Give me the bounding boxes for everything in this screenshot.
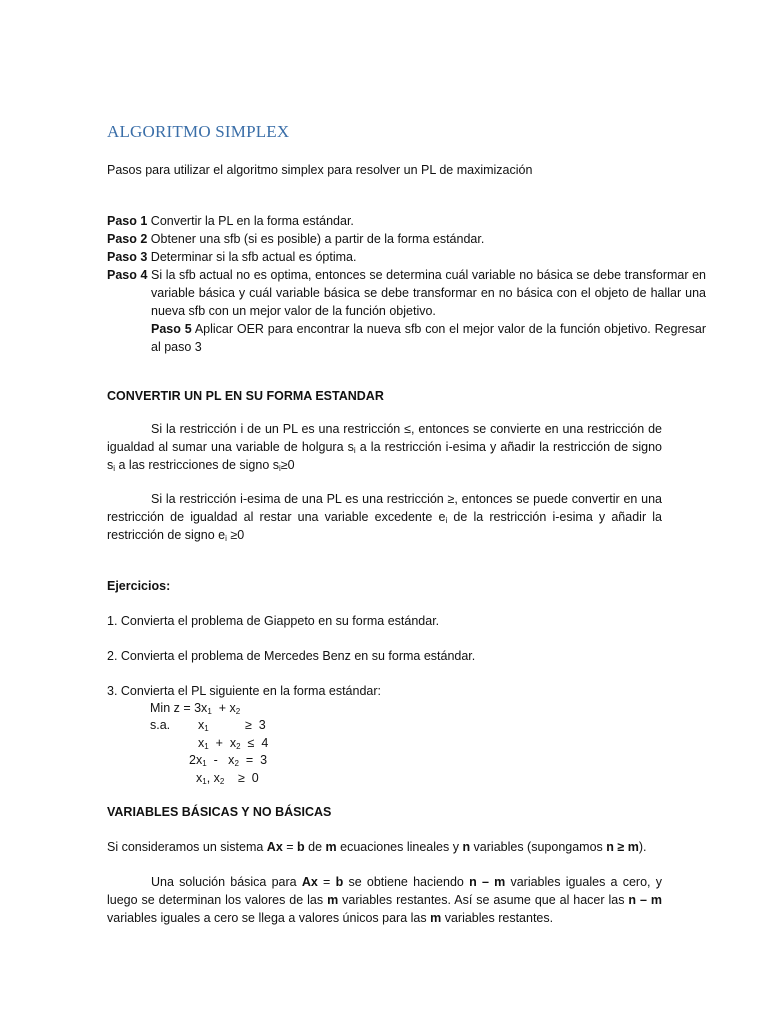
steps-list xyxy=(107,212,706,356)
step-1: Paso 1 Convertir la PL en la forma estándar. xyxy=(107,214,354,228)
lp-constraint-1-lhs: $x_1$ xyxy=(198,718,209,733)
lp-sign-constraint-rhs: ≥ 0 xyxy=(238,771,259,785)
paragraph-basic-solution: Una solución básica para Ax = b se obtiene haciendo n – m variables iguales a cero, y luego se determinan los valores de las m variables restantes. Así se asume que al hacer las n – m variables iguales a cero se llega a valores únicos para las m variables restantes. xyxy=(107,875,663,925)
exercises-heading: Ejercicios: xyxy=(107,579,171,593)
lp-sign-constraint: $x_1$, $x_2$ xyxy=(196,771,225,786)
section-heading-basic-variables: VARIABLES BÁSICAS Y NO BÁSICAS xyxy=(107,805,332,819)
lp-constraint-1-rhs: ≥ 3 xyxy=(245,718,266,732)
lp-constraint-2: $x_1 + x_2 \le 4$ xyxy=(198,736,269,751)
paragraph-surplus-variable: Si la restricción i-esima de una PL es una restricción ≥, entonces se puede convertir en una restricción de igualdad al restar una variable excedente $e_i$ de la restricción i-esima y añadir la restricción de signo $e_i \ge 0$ xyxy=(107,492,663,543)
step-3: Paso 3 Determinar si la sfb actual es óptima. xyxy=(107,250,357,264)
section-heading-standard-form: CONVERTIR UN PL EN SU FORMA ESTANDAR xyxy=(107,389,384,403)
lp-constraint-3: $2x_1 - x_2 = 3$ xyxy=(189,753,268,768)
lp-subject-to: s.a. xyxy=(150,718,171,732)
exercise-1: 1. Convierta el problema de Giappeto en su forma estándar. xyxy=(107,614,440,628)
step-2: Paso 2 Obtener una sfb (si es posible) a partir de la forma estándar. xyxy=(107,232,485,246)
page-title: ALGORITMO SIMPLEX xyxy=(107,122,290,141)
step-5: Paso 5 Aplicar OER para encontrar la nueva sfb con el mejor valor de la función objetivo. Regresar al paso 3 xyxy=(151,322,706,354)
exercise-3: 3. Convierta el PL siguiente en la forma estándar: xyxy=(107,684,381,698)
paragraph-slack-variable: Si la restricción i de un PL es una restricción ≤, entonces se convierte en una restricción de igualdad al sumar una variable de holgura $s_i$ a la restricción i-esima y añadir la restricción de signo $s_i$ a las restricciones de signo $s_i\ge 0$ xyxy=(107,422,662,473)
exercise-2: 2. Convierta el problema de Mercedes Benz en su forma estándar. xyxy=(107,649,476,663)
lp-objective: Min $z = 3x_1 + x_2$ xyxy=(150,701,241,716)
paragraph-system: Si consideramos un sistema Ax = b de m ecuaciones lineales y n variables (supongamos n ≥ m). xyxy=(107,840,647,854)
step-4: Paso 4 Si la sfb actual no es optima, entonces se determina cuál variable no básica se debe transformar en variable básica y cuál variable básica se debe transformar en no básica con el objeto de hallar una nueva sfb con un mejor valor de la función objetivo. xyxy=(107,268,706,318)
intro-text: Pasos para utilizar el algoritmo simplex para resolver un PL de maximización xyxy=(107,163,533,177)
